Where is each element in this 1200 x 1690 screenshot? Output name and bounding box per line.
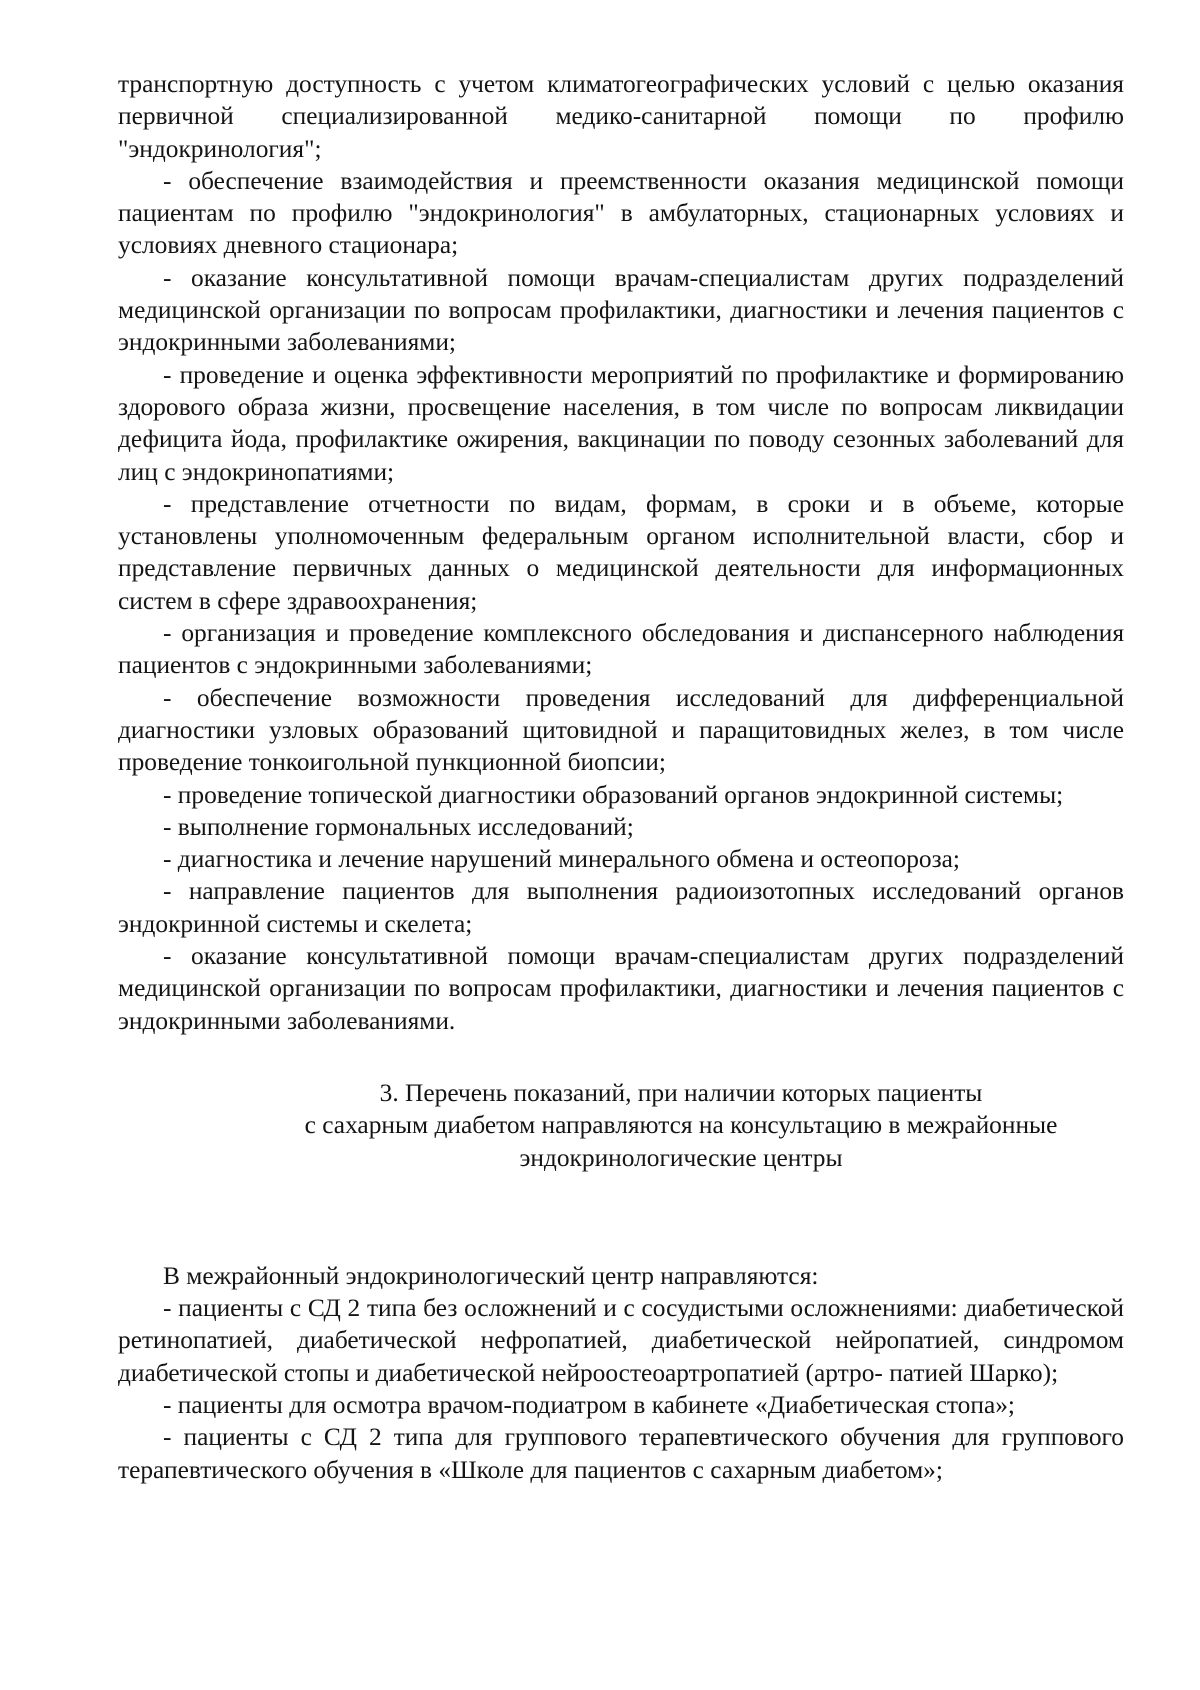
section-heading-line: 3. Перечень показаний, при наличии которых пациенты [379,1078,983,1107]
list-item: - пациенты с СД 2 типа для группового терапевтического обучения для группового терапевтического обучения в «Школе для пациентов с сахарным диабетом»; [118,1423,1124,1484]
section-heading-line: эндокринологические центры [519,1143,843,1172]
list-item: - пациенты для осмотра врачом-подиатром в кабинете «Диабетическая стопа»; [163,1390,1015,1419]
document-page [118,68,1124,1486]
list-item: - обеспечение взаимодействия и преемственности оказания медицинской помощи пациентам по профилю "эндокринология" в амбулаторных, стационарных условиях и условиях дневного стационара; [118,166,1124,260]
list-item: - оказание консультативной помощи врачам-специалистам других подразделений медицинской организации по вопросам профилактики, диагностики и лечения пациентов с эндокринными заболеваниями. [118,942,1124,1035]
list-item: - представление отчетности по видам, формам, в сроки и в объеме, которые установлены уполномоченным федеральным органом исполнительной власти, сбор и представление первичных данных о медицинской деятельности для информационных систем в сфере здравоохранения; [118,489,1124,615]
list-item: - обеспечение возможности проведения исследований для дифференциальной диагностики узловых образований щитовидной и паращитовидных желез, в том числе проведение тонкоигольной пункционной биопсии; [118,683,1124,777]
list-item: - направление пациентов для выполнения радиоизотопных исследований органов эндокринной системы и скелета; [118,877,1124,938]
list-item: - пациенты с СД 2 типа без осложнений и с сосудистыми осложнениями: диабетической ретинопатией, диабетической нефропатией, диабетической нейропатией, синдромом диабетической стопы и диабетической нейроостеоартропатией (артро- патией Шарко); [118,1294,1124,1387]
continuation-paragraph: транспортную доступность с учетом климатогеографических условий с целью оказания первичной специализированной медико-санитарной помощи по профилю "эндокринология"; [118,70,1124,163]
section-heading-line: с сахарным диабетом направляются на консультацию в межрайонные [304,1111,1058,1140]
list-item: - проведение и оценка эффективности мероприятий по профилактике и формированию здорового образа жизни, просвещение населения, в том числе по вопросам ликвидации дефицита йода, профилактике ожирения, вакцинации по поводу сезонных заболеваний для лиц с эндокринопатиями; [118,360,1124,486]
list-item: - выполнение гормональных исследований; [163,812,634,841]
list-item: - организация и проведение комплексного обследования и диспансерного наблюдения пациентов с эндокринными заболеваниями; [118,619,1124,680]
section-3-intro: В межрайонный эндокринологический центр направляются: [163,1261,819,1290]
list-item: - проведение топической диагностики образований органов эндокринной системы; [163,780,1064,809]
section-3-heading [118,1077,1124,1174]
list-item: - диагностика и лечение нарушений минерального обмена и остеопороза; [163,845,960,874]
list-item: - оказание консультативной помощи врачам-специалистам других подразделений медицинской организации по вопросам профилактики, диагностики и лечения пациентов с эндокринными заболеваниями; [118,263,1124,357]
